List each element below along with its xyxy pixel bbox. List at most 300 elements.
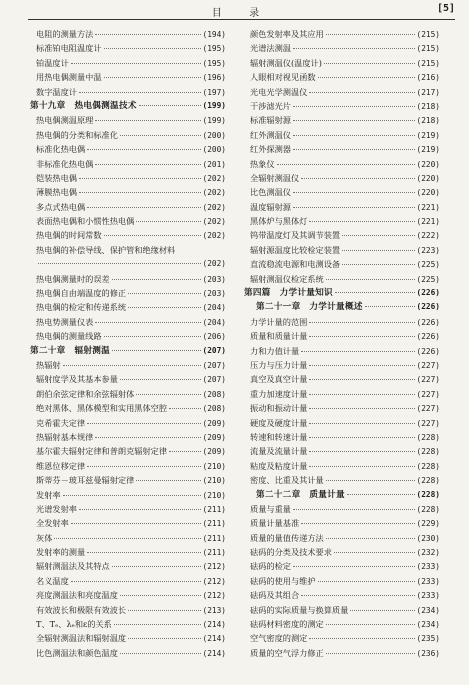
- toc-entry-title: 质量计量基准: [250, 518, 300, 529]
- toc-leader-dots: [293, 135, 415, 136]
- toc-leader-dots: [293, 106, 415, 107]
- toc-leader-dots: [335, 292, 415, 293]
- toc-entry-title: 标准辐射源: [250, 115, 291, 126]
- toc-entry-title: 多点式热电偶: [36, 201, 86, 212]
- toc-entry-page: (214): [202, 620, 226, 630]
- toc-entry-page: (202): [202, 217, 226, 227]
- toc-leader-dots: [136, 221, 200, 222]
- toc-entry-page: (228): [416, 476, 440, 486]
- toc-leader-dots: [95, 437, 200, 438]
- toc-entry: [36, 488, 226, 502]
- toc-entry: [256, 300, 440, 314]
- toc-entry-title: 红外探测器: [250, 144, 291, 155]
- page-header: [28, 3, 455, 20]
- toc-entry-title: 灰体: [36, 532, 53, 543]
- toc-leader-dots: [87, 423, 200, 424]
- toc-leader-dots: [309, 423, 414, 424]
- toc-leader-dots: [128, 293, 200, 294]
- toc-leader-dots: [169, 408, 201, 409]
- toc-entry-title: 第十九章 热电偶测温技术: [30, 100, 137, 111]
- toc-entry-page: (206): [202, 332, 226, 342]
- toc-leader-dots: [112, 279, 201, 280]
- toc-leader-dots: [95, 34, 200, 35]
- toc-entry: [250, 545, 440, 559]
- toc-leader-dots: [347, 494, 415, 495]
- toc-entry-page: (218): [416, 101, 440, 111]
- toc-entry-title: 干涉滤光片: [250, 100, 291, 111]
- toc-entry-page: (203): [202, 274, 226, 284]
- toc-entry-page: (212): [202, 591, 226, 601]
- toc-entry: [36, 113, 226, 127]
- toc-entry-title: 热电偶的测量线路: [36, 331, 102, 342]
- toc-entry-title: 红外测温仪: [250, 129, 291, 140]
- toc-entry: [36, 300, 226, 314]
- toc-leader-dots: [114, 624, 201, 625]
- toc-entry-page: (199): [202, 116, 226, 126]
- toc-entry-page: (214): [202, 648, 226, 658]
- toc-entry-page: (228): [416, 432, 440, 442]
- toc-entry: [36, 185, 226, 199]
- toc-entry: [250, 185, 440, 199]
- toc-entry-page: (233): [416, 562, 440, 572]
- toc-leader-dots: [136, 394, 200, 395]
- toc-entry-title: 电阻的测量方法: [36, 29, 94, 39]
- toc-leader-dots: [95, 120, 200, 121]
- toc-leader-dots: [293, 509, 415, 510]
- toc-leader-dots: [309, 394, 414, 395]
- toc-entry: [36, 430, 226, 444]
- toc-entry-page: (226): [416, 346, 440, 356]
- toc-leader-dots: [128, 610, 200, 611]
- toc-entry-title: 全发射率: [36, 518, 69, 529]
- toc-entry: [36, 272, 226, 286]
- toc-leader-dots: [104, 48, 201, 49]
- toc-entry-page: (210): [202, 490, 226, 500]
- toc-entry-page: (196): [202, 73, 226, 83]
- toc-leader-dots: [128, 638, 200, 639]
- toc-entry-page: (209): [202, 447, 226, 457]
- toc-entry-page: (204): [202, 303, 226, 313]
- toc-entry-title: 全辐射测温仪: [250, 172, 300, 183]
- toc-leader-dots: [104, 235, 201, 236]
- toc-entry: [36, 257, 226, 271]
- toc-entry-title: 维恩位移定律: [36, 460, 86, 471]
- toc-entry-page: (227): [416, 360, 440, 370]
- toc-entry-page: (204): [202, 317, 226, 327]
- toc-entry: [250, 85, 440, 99]
- toc-leader-dots: [342, 235, 414, 236]
- toc-entry-page: (195): [202, 58, 226, 68]
- toc-entry-page: (220): [416, 173, 440, 183]
- toc-entry: [36, 41, 226, 55]
- toc-entry-page: (203): [202, 289, 226, 299]
- toc-entry: [36, 502, 226, 516]
- toc-entry: [250, 157, 440, 171]
- toc-entry-page: (210): [202, 461, 226, 471]
- toc-entry-title: 热电偶测温原理: [36, 115, 94, 126]
- toc-entry-title: 数字温度计: [36, 86, 77, 97]
- toc-entry-title: 比色测温法和颜色温度: [36, 647, 118, 658]
- toc-entry-title: 光谱发射率: [36, 503, 77, 514]
- header-page-number: [5]: [436, 3, 455, 14]
- toc-entry-page: (215): [416, 30, 440, 39]
- toc-entry-title: 压力与压力计量: [250, 359, 308, 370]
- toc-entry-page: (221): [416, 202, 440, 212]
- toc-entry-page: (207): [202, 360, 226, 370]
- toc-leader-dots: [79, 178, 201, 179]
- toc-leader-dots: [95, 164, 200, 165]
- toc-entry-title: 辐射度学及其基本参量: [36, 374, 118, 385]
- toc-entry-title: 砝码的检定: [250, 561, 291, 572]
- toc-entry: [36, 228, 226, 242]
- toc-entry-title: 颜色发射率及其应用: [250, 29, 324, 39]
- toc-leader-dots: [63, 495, 201, 496]
- toc-entry-title: 发射率: [36, 489, 61, 500]
- toc-leader-dots: [95, 322, 200, 323]
- toc-entry-title: 重力加速度计量: [250, 388, 308, 399]
- toc-entry: [250, 128, 440, 142]
- toc-entry: [36, 574, 226, 588]
- toc-leader-dots: [326, 34, 415, 35]
- toc-entry: [250, 588, 440, 602]
- toc-entry: [30, 344, 226, 358]
- toc-entry-page: (226): [416, 302, 440, 312]
- toc-entry: [250, 473, 440, 487]
- toc-entry-title: 热电偶的时间常数: [36, 230, 102, 241]
- toc-leader-dots: [71, 63, 201, 64]
- toc-entry: [250, 603, 440, 617]
- toc-leader-dots: [293, 192, 415, 193]
- toc-entry-title: 砝码材料密度的测定: [250, 619, 324, 630]
- toc-entry: [250, 416, 440, 430]
- toc-entry-title: 光谱法测温: [250, 43, 291, 54]
- toc-entry-title: 第二十章 辐射测温: [30, 345, 111, 356]
- toc-entry: [250, 372, 440, 386]
- toc-entry: [36, 588, 226, 602]
- toc-entry: [250, 329, 440, 343]
- toc-entry: [36, 617, 226, 631]
- toc-entry-title: 名义温度: [36, 575, 69, 586]
- toc-entry: [36, 329, 226, 343]
- toc-entry-title: 热电偶的检定和传递系统: [36, 302, 127, 313]
- toc-entry-title: 砝码及其组合: [250, 590, 300, 601]
- toc-leader-dots: [301, 178, 414, 179]
- toc-entry-page: (222): [416, 231, 440, 241]
- toc-entry-page: (202): [202, 188, 226, 198]
- toc-entry-title: T、Tₑ、λₑ和ε的关系: [36, 619, 112, 630]
- toc-entry: [250, 41, 440, 55]
- toc-leader-dots: [79, 509, 201, 510]
- toc-entry-page: (228): [416, 461, 440, 471]
- toc-entry-title: 温度辐射源: [250, 201, 291, 212]
- toc-entry-page: (219): [416, 145, 440, 155]
- toc-leader-dots: [326, 538, 415, 539]
- toc-entry-page: (207): [202, 375, 226, 385]
- toc-leader-dots: [87, 207, 200, 208]
- toc-entry: [250, 401, 440, 415]
- toc-entry-title: 振动和振动计量: [250, 403, 308, 414]
- toc-entry: [250, 617, 440, 631]
- toc-entry: [36, 142, 226, 156]
- toc-entry: [250, 56, 440, 70]
- toc-entry-page: (227): [416, 375, 440, 385]
- toc-leader-dots: [301, 595, 414, 596]
- toc-entry-page: (199): [202, 100, 226, 110]
- toc-entry: [36, 70, 226, 84]
- toc-entry: [250, 257, 440, 271]
- toc-entry: [36, 559, 226, 573]
- toc-entry-title: 斯蒂芬－玻耳兹曼辐射定律: [36, 475, 135, 486]
- toc-entry: [36, 473, 226, 487]
- toc-entry: [36, 372, 226, 386]
- toc-leader-dots: [87, 552, 200, 553]
- toc-entry: [36, 243, 226, 257]
- toc-entry: [250, 502, 440, 516]
- toc-entry: [250, 99, 440, 113]
- toc-entry-title: 热辐射基本规律: [36, 431, 94, 442]
- toc-entry-title: 热电偶的分类和标准化: [36, 129, 118, 140]
- toc-entry-page: (223): [416, 245, 440, 255]
- toc-entry-title: 人眼相对视见函数: [250, 72, 316, 83]
- toc-entry-page: (195): [202, 44, 226, 54]
- toc-leader-dots: [309, 379, 414, 380]
- toc-entry: [250, 430, 440, 444]
- toc-entry-page: (227): [416, 404, 440, 414]
- toc-entry: [250, 243, 440, 257]
- toc-entry-page: (228): [416, 489, 440, 499]
- toc-entry: [36, 416, 226, 430]
- toc-leader-dots: [318, 581, 415, 582]
- toc-entry-title: 黑体炉与黑体灯: [250, 216, 308, 227]
- toc-leader-dots: [120, 135, 201, 136]
- toc-entry-page: (209): [202, 432, 226, 442]
- toc-entry-title: 力学计量的范围: [250, 316, 308, 327]
- toc-leader-dots: [104, 336, 201, 337]
- toc-entry: [36, 56, 226, 70]
- toc-entry-page: (230): [416, 533, 440, 543]
- toc-entry-page: (200): [202, 130, 226, 140]
- toc-leader-dots: [71, 581, 201, 582]
- toc-entry-page: (216): [416, 73, 440, 83]
- toc-entry-page: (208): [202, 404, 226, 414]
- toc-leader-dots: [293, 149, 415, 150]
- toc-leader-dots: [293, 207, 415, 208]
- toc-entry-page: (226): [416, 332, 440, 342]
- toc-entry-page: (212): [202, 576, 226, 586]
- toc-entry-page: (201): [202, 159, 226, 169]
- toc-leader-dots: [342, 264, 414, 265]
- toc-entry-title: 第二十一章 力学计量概述: [256, 302, 363, 313]
- toc-leader-dots: [309, 408, 414, 409]
- toc-entry: [250, 387, 440, 401]
- toc-entry-title: 用热电偶测量中温: [36, 72, 102, 83]
- toc-entry-title: 真空及真空计量: [250, 374, 308, 385]
- toc-entry-page: (235): [416, 634, 440, 644]
- toc-entry-title: 铂温度计: [36, 57, 69, 68]
- toc-entry-title: 亮度测温法和亮度温度: [36, 590, 118, 601]
- toc-entry-title: 光电光学测温仪: [250, 86, 308, 97]
- toc-entry: [250, 113, 440, 127]
- toc-entry: [36, 545, 226, 559]
- toc-right-column: [244, 27, 440, 660]
- toc-leader-dots: [326, 279, 415, 280]
- toc-entry-title: 砝码的实际质量与换算质量: [250, 604, 349, 615]
- toc-entry: [36, 631, 226, 645]
- toc-leader-dots: [112, 350, 200, 351]
- toc-entry-title: 辐射测温法及其特点: [36, 561, 110, 572]
- toc-entry-page: (211): [202, 533, 226, 543]
- toc-entry-title: 朗伯余弦定律和余弦辐射体: [36, 388, 135, 399]
- toc-leader-dots: [293, 566, 415, 567]
- toc-entry-page: (234): [416, 620, 440, 630]
- toc-entry: [250, 459, 440, 473]
- toc-entry-page: (219): [416, 130, 440, 140]
- toc-leader-dots: [326, 480, 415, 481]
- toc-entry-title: 转速和转速计量: [250, 431, 308, 442]
- toc-leader-dots: [301, 523, 414, 524]
- toc-entry-title: 砝码的分类及技术要求: [250, 547, 332, 558]
- toc-entry: [250, 200, 440, 214]
- toc-leader-dots: [87, 149, 200, 150]
- toc-entry: [250, 444, 440, 458]
- toc-entry-title: 质量的量值传递方法: [250, 532, 324, 543]
- toc-entry-title: 全辐射测温法和辐射温度: [36, 633, 127, 644]
- toc-entry-title: 铠装热电偶: [36, 172, 77, 183]
- toc-entry-title: 密度、比重及其计量: [250, 475, 324, 486]
- toc-leader-dots: [71, 523, 201, 524]
- toc-leader-dots: [309, 638, 414, 639]
- toc-entry-page: (211): [202, 504, 226, 514]
- toc-entry: [36, 157, 226, 171]
- toc-entry-title: 质量与重量: [250, 503, 291, 514]
- toc-entry-page: (208): [202, 389, 226, 399]
- toc-entry: [36, 27, 226, 41]
- toc-entry-page: (202): [202, 173, 226, 183]
- toc-entry-page: (210): [202, 476, 226, 486]
- toc-leader-dots: [326, 653, 415, 654]
- toc-leader-dots: [342, 250, 414, 251]
- toc-leader-dots: [139, 105, 201, 106]
- toc-entry: [36, 128, 226, 142]
- toc-entry: [36, 286, 226, 300]
- toc-entry-title: 辐射测温仪检定系统: [250, 273, 324, 284]
- toc-entry-page: (229): [416, 519, 440, 529]
- toc-entry-title: 空气密度的测定: [250, 633, 308, 644]
- toc-entry: [250, 646, 440, 660]
- toc-entry-title: 第二十二章 质量计量: [256, 489, 345, 500]
- toc-entry-title: 辐射测温仪(温度计): [250, 57, 322, 68]
- toc-leader-dots: [293, 120, 415, 121]
- toc-entry-page: (221): [416, 217, 440, 227]
- toc-leader-dots: [63, 365, 201, 366]
- toc-entry-page: (194): [202, 30, 226, 39]
- toc-leader-dots: [309, 451, 414, 452]
- toc-entry: [36, 531, 226, 545]
- toc-entry-page: (211): [202, 519, 226, 529]
- toc-entry: [30, 99, 226, 113]
- toc-entry: [250, 516, 440, 530]
- toc-entry-title: 辐射源温度比较检定装置: [250, 244, 341, 255]
- toc-entry-page: (228): [416, 504, 440, 514]
- toc-entry: [250, 358, 440, 372]
- toc-entry: [36, 459, 226, 473]
- toc-entry: [36, 401, 226, 415]
- toc-entry: [250, 574, 440, 588]
- toc-entry: [36, 171, 226, 185]
- toc-entry-page: (220): [416, 188, 440, 198]
- toc-entry-page: (234): [416, 605, 440, 615]
- toc-leader-dots: [112, 566, 201, 567]
- toc-leader-dots: [277, 164, 415, 165]
- toc-leader-dots: [309, 322, 414, 323]
- toc-entry: [36, 358, 226, 372]
- toc-entry-title: 比色测温仪: [250, 187, 291, 198]
- toc-entry-title: 有效波长和极限有效波长: [36, 604, 127, 615]
- toc-leader-dots: [309, 221, 414, 222]
- toc-entry-title: 热象仪: [250, 158, 275, 169]
- toc-entry: [36, 516, 226, 530]
- toc-entry-title: 热电偶测量时的误差: [36, 273, 110, 284]
- toc-entry: [36, 315, 226, 329]
- toc-entry-page: (217): [416, 87, 440, 97]
- toc-entry-title: 砝码的使用与维护: [250, 575, 316, 586]
- toc-entry: [250, 559, 440, 573]
- toc-entry: [250, 631, 440, 645]
- toc-leader-dots: [128, 307, 200, 308]
- toc-leader-dots: [169, 451, 201, 452]
- toc-entry-title: 表面热电偶和小惯性热电偶: [36, 216, 135, 227]
- toc-leader-dots: [309, 466, 414, 467]
- toc-entry: [36, 85, 226, 99]
- toc-entry-title: 标准铂电阻温度计: [36, 43, 102, 54]
- toc-entry-page: (225): [416, 260, 440, 270]
- toc-entry-title: 流量及流量计量: [250, 446, 308, 457]
- toc-entry: [250, 344, 440, 358]
- toc-entry: [250, 70, 440, 84]
- toc-entry-page: (197): [202, 87, 226, 97]
- toc-leader-dots: [38, 263, 201, 264]
- toc-entry-title: 热电偶自由端温度的修正: [36, 288, 127, 299]
- toc-leader-dots: [293, 48, 415, 49]
- toc-leader-dots: [104, 77, 201, 78]
- toc-entry-title: 基尔霍夫辐射定律和普朗克辐射定律: [36, 446, 168, 457]
- toc-leader-dots: [87, 466, 200, 467]
- header-title: 目 录: [211, 8, 272, 19]
- toc-entry-title: 质量的空气浮力修正: [250, 647, 324, 658]
- toc-leader-dots: [324, 63, 415, 64]
- toc-entry: [36, 200, 226, 214]
- toc-entry-title: 粘度及粘度计量: [250, 460, 308, 471]
- toc-leader-dots: [365, 306, 415, 307]
- toc-entry: [250, 315, 440, 329]
- toc-leader-dots: [309, 437, 414, 438]
- toc-entry: [250, 171, 440, 185]
- toc-entry-page: (233): [416, 576, 440, 586]
- toc-leader-dots: [136, 480, 200, 481]
- toc-entry: [250, 272, 440, 286]
- toc-entry-page: (232): [416, 548, 440, 558]
- toc-entry-title: 热电偶的补偿导线、保护管和绝缘材料: [36, 244, 176, 255]
- toc-entry: [250, 142, 440, 156]
- toc-entry-page: (215): [416, 58, 440, 68]
- toc-entry: [36, 646, 226, 660]
- toc-leader-dots: [54, 538, 200, 539]
- toc-leader-dots: [301, 351, 414, 352]
- toc-entry-title: 发射率的测量: [36, 547, 86, 558]
- toc-entry-title: 绝对黑体、黑体模型和实用黑体空腔: [36, 403, 168, 414]
- toc-entry-page: (200): [202, 145, 226, 155]
- toc-entry-title: 钨带温度灯及其调节装置: [250, 230, 341, 241]
